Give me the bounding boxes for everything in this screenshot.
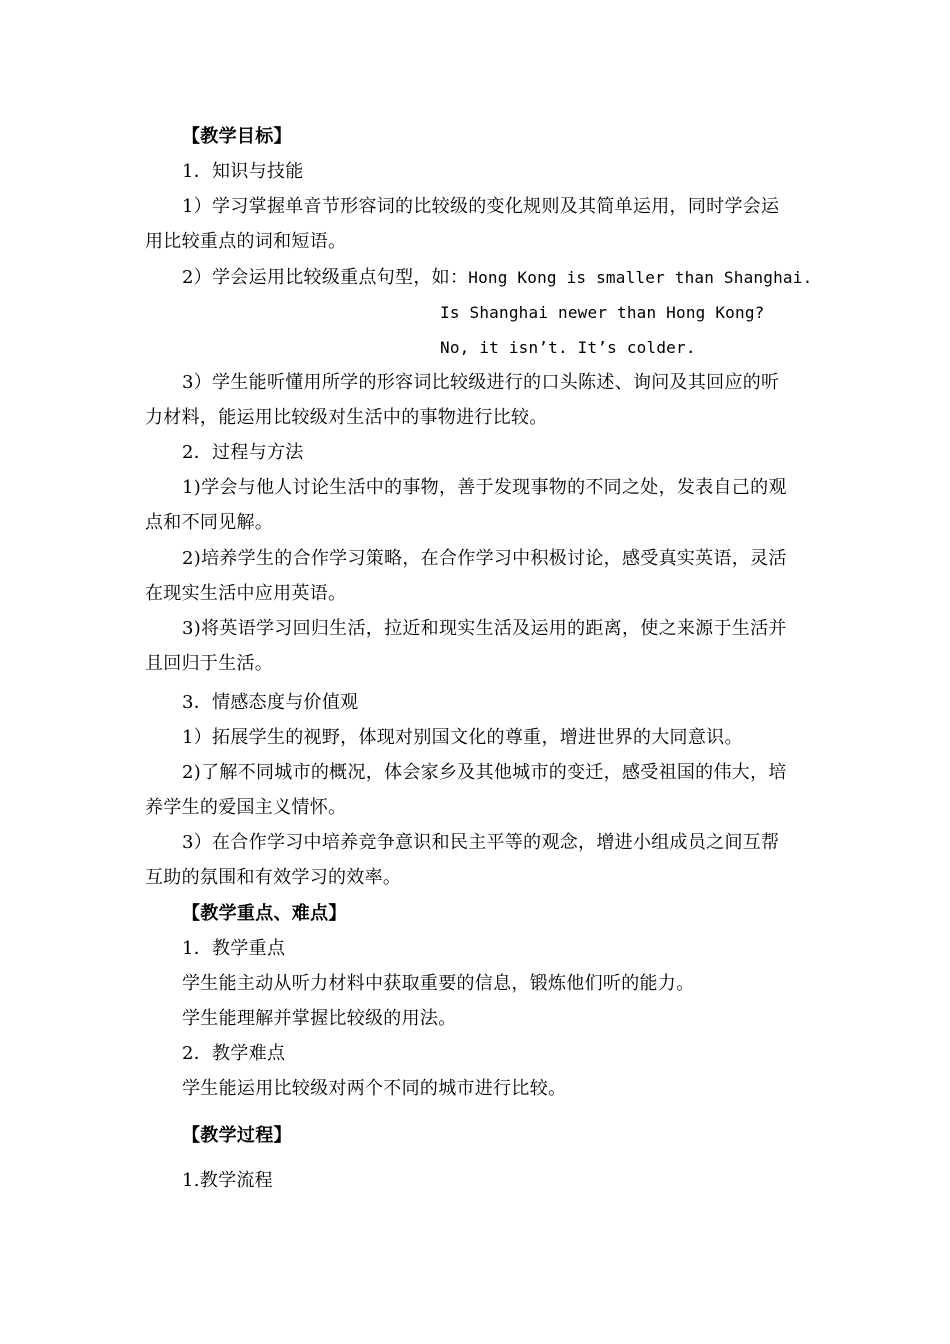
paragraph-line: 学生能主动从听力材料中获取重要的信息，锻炼他们听的能力。 bbox=[182, 973, 695, 994]
sentence-pattern-prefix: 2）学会运用比较级重点句型，如： bbox=[182, 267, 469, 288]
paragraph-line: 2)培养学生的合作学习策略，在合作学习中积极讨论，感受真实英语，灵活 bbox=[182, 548, 787, 569]
key-points-heading: 【教学重点、难点】 bbox=[182, 903, 347, 924]
paragraph-line: 学生能运用比较级对两个不同的城市进行比较。 bbox=[182, 1078, 567, 1099]
example-sentence: Hong Kong is smaller than Shanghai. bbox=[468, 268, 813, 287]
section-title-knowledge-skills: 1．知识与技能 bbox=[182, 161, 304, 182]
paragraph-line: 1）学习掌握单音节形容词的比较级的变化规则及其简单运用，同时学会运 bbox=[182, 196, 780, 217]
paragraph-line: 互助的氛围和有效学习的效率。 bbox=[145, 867, 402, 888]
paragraph-line: 3）在合作学习中培养竞争意识和民主平等的观念，增进小组成员之间互帮 bbox=[182, 832, 780, 853]
paragraph-line: 力材料，能运用比较级对生活中的事物进行比较。 bbox=[145, 407, 548, 428]
objectives-heading: 【教学目标】 bbox=[182, 126, 292, 147]
paragraph-line: 在现实生活中应用英语。 bbox=[145, 583, 347, 604]
paragraph-line: 学生能理解并掌握比较级的用法。 bbox=[182, 1008, 457, 1029]
paragraph-line: 养学生的爱国主义情怀。 bbox=[145, 797, 347, 818]
sentence-pattern-intro bbox=[182, 267, 812, 289]
paragraph-line: 点和不同见解。 bbox=[145, 512, 274, 533]
section-title-difficulties: 2．教学难点 bbox=[182, 1043, 286, 1064]
section-title-key-points: 1．教学重点 bbox=[182, 938, 286, 959]
section-title-emotion-values: 3．情感态度与价值观 bbox=[182, 692, 359, 713]
paragraph-line: 2)了解不同城市的概况，体会家乡及其他城市的变迁，感受祖国的伟大，培 bbox=[182, 762, 787, 783]
section-title-teaching-flow: 1.教学流程 bbox=[182, 1170, 273, 1191]
example-sentence: Is Shanghai newer than Hong Kong? bbox=[440, 303, 765, 322]
example-sentence: No, it isn’t. It’s colder. bbox=[440, 338, 696, 357]
process-heading: 【教学过程】 bbox=[182, 1125, 292, 1146]
paragraph-line: 且回归于生活。 bbox=[145, 653, 274, 674]
paragraph-line: 1)学会与他人讨论生活中的事物，善于发现事物的不同之处，发表自己的观 bbox=[182, 477, 787, 498]
section-title-process-methods: 2．过程与方法 bbox=[182, 442, 304, 463]
paragraph-line: 3)将英语学习回归生活，拉近和现实生活及运用的距离，使之来源于生活并 bbox=[182, 618, 787, 639]
paragraph-line: 用比较重点的词和短语。 bbox=[145, 231, 347, 252]
paragraph-line: 3）学生能听懂用所学的形容词比较级进行的口头陈述、询问及其回应的听 bbox=[182, 372, 780, 393]
paragraph-line: 1）拓展学生的视野，体现对别国文化的尊重，增进世界的大同意识。 bbox=[182, 727, 743, 748]
